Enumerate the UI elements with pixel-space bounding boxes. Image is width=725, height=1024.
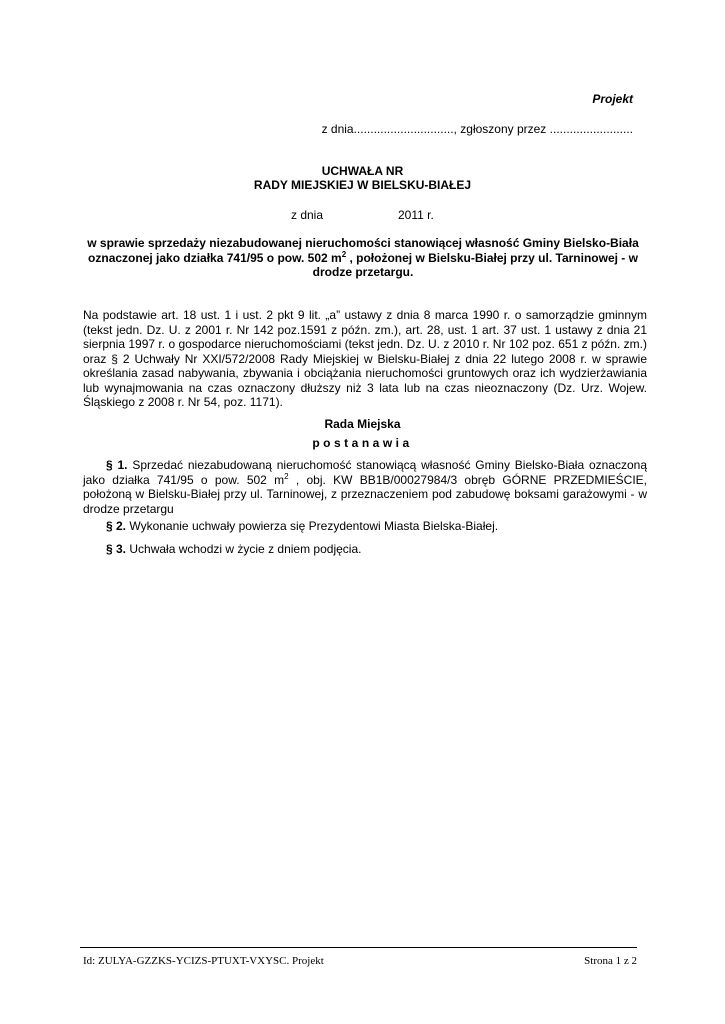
- resolution-date: [291, 208, 434, 222]
- council-title: RADY MIEJSKIEJ W BIELSKU-BIAŁEJ: [253, 178, 472, 192]
- section-3-text: Uchwała wchodzi w życie z dniem podjęcia.: [126, 542, 362, 556]
- subject-text-part2: , położonej w Bielsku-Białej przy ul. Tarninowej - w drodze przetargu.: [312, 250, 638, 279]
- section-1-text-a: Sprzedać niezabudowaną nieruchomość stanowiącą własność Gminy Bielsko-Biała oznaczoną jako działka 741/95 o pow. 502 m: [83, 458, 648, 487]
- date-year: 2011 r.: [398, 208, 434, 222]
- section-3-paragraph: [83, 542, 647, 557]
- document-id: Id: ZULYA-GZZKS-YCIZS-PTUXT-VXYSC. Projekt: [83, 955, 324, 967]
- legal-basis-paragraph: Na podstawie art. 18 ust. 1 i ust. 2 pkt 9 lit. „a” ustawy z dnia 8 marca 1990 r. o samorządzie gminnym (tekst jedn. Dz. U. z 2001 r. Nr 142 poz.1591 z późn. zm.), art. 28, ust. 1 art. 37 ust. 1 ustawy z dnia 21 sierpnia 1997 r. o gospodarce nieruchomościami (tekst jedn. Dz. U. z 2010 r. Nr 102 poz. 651 z późn. zm.) oraz § 2 Uchwały Nr XXI/572/2008 Rady Miejskiej w Bielsku-Białej z dnia 22 lutego 2008 r. w sprawie określania zasad nabywania, zbywania i obciążania nieruchomości gruntowych oraz ich wydzierżawiania lub wynajmowania na czas oznaczony dłuższy niż 3 lata lub na czas nieoznaczony (Dz. Urz. Wojew. Śląskiego z 2008 r. Nr 54, poz. 1171).: [83, 308, 647, 409]
- section-1-text-b: , obj. KW BB1B/00027984/3 obręb GÓRNE PRZEDMIEŚCIE, położoną w Bielsku-Białej przy ul. Tarninowej, z przeznaczeniem pod zabudowę boksami garażowymi - w drodze przetargu: [83, 472, 647, 516]
- draft-label: Projekt: [592, 92, 633, 106]
- section-2-text: Wykonanie uchwały powierza się Prezydentowi Miasta Bielska-Białej.: [126, 519, 499, 533]
- section-1-paragraph: [83, 458, 647, 516]
- resolution-title: UCHWAŁA NR: [321, 164, 404, 178]
- section-3-number: § 3.: [106, 542, 127, 556]
- section-1-superscript: 2: [284, 471, 289, 481]
- section-2-number: § 2.: [106, 519, 127, 533]
- resolution-subject: [78, 236, 648, 280]
- section-1-number: § 1.: [106, 458, 128, 472]
- resolves-heading: postanawia: [312, 436, 413, 450]
- subject-superscript: 2: [341, 249, 347, 259]
- council-heading: Rada Miejska: [324, 417, 401, 431]
- subject-text-part1: w sprawie sprzedaży niezabudowanej nieruchomości stanowiącej własność Gminy Bielsko-Biała oznaczonej jako działka 741/95 o pow. 502 m: [87, 236, 639, 265]
- date-label: z dnia: [291, 208, 324, 222]
- submission-line: z dnia.............................., zgłoszony przez .........................: [321, 122, 633, 136]
- section-2-paragraph: [83, 519, 647, 534]
- footer-divider: [80, 947, 637, 948]
- page-number: Strona 1 z 2: [584, 955, 637, 967]
